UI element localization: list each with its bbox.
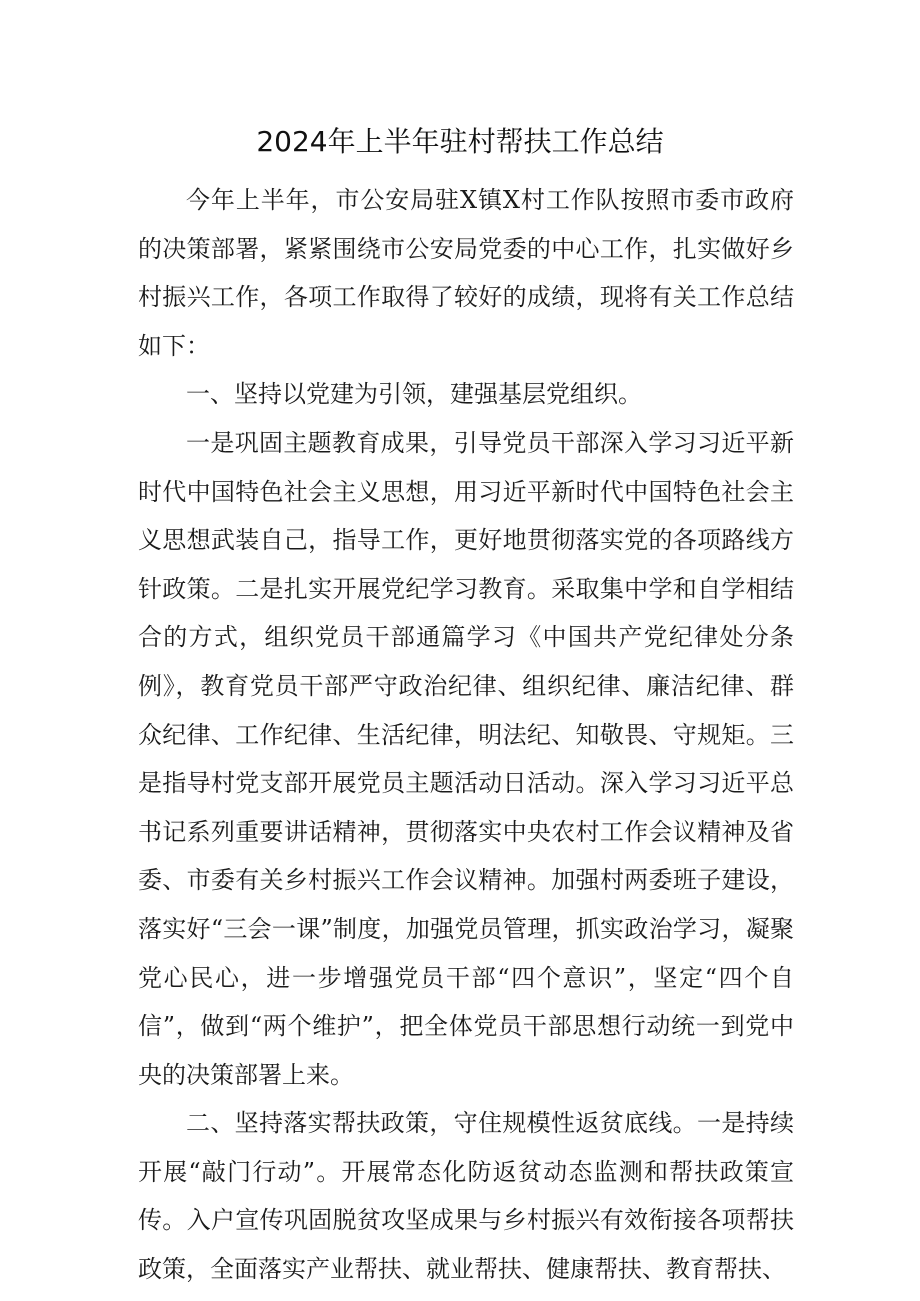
document-body <box>138 176 794 1294</box>
intro-paragraph: 今年上半年，市公安局驻X镇X村工作队按照市委市政府的决策部署，紧紧围绕市公安局党委的中心工作，扎实做好乡村振兴工作，各项工作取得了较好的成绩，现将有关工作总结如下： <box>138 186 794 360</box>
section-2-paragraph: 二、坚持落实帮扶政策，守住规模性返贫底线。一是持续开展“敲门行动”。开展常态化防返贫动态监测和帮扶政策宣传。入户宣传巩固脱贫攻坚成果与乡村振兴有效衔接各项帮扶政策，全面落实产业帮扶、就业帮扶、健康帮扶、教育帮扶、 <box>138 1109 794 1284</box>
document-title: 2024年上半年驻村帮扶工作总结 <box>256 125 664 158</box>
section-heading-1: 一、坚持以党建为引领，建强基层党组织。 <box>186 380 642 409</box>
section-1-paragraph: 一是巩固主题教育成果，引导党员干部深入学习习近平新时代中国特色社会主义思想，用习近平新时代中国特色社会主义思想武装自己，指导工作，更好地贯彻落实党的各项路线方针政策。二是扎实开展党纪学习教育。采取集中学和自学相结合的方式，组织党员干部通篇学习《中国共产党纪律处分条例》，教育党员干部严守政治纪律、组织纪律、廉洁纪律、群众纪律、工作纪律、生活纪律，明法纪、知敬畏、守规矩。三是指导村党支部开展党员主题活动日活动。深入学习习近平总书记系列重要讲话精神，贯彻落实中央农村工作会议精神及省委、市委有关乡村振兴工作会议精神。加强村两委班子建设，落实好“三会一课”制度，加强党员管理，抓实政治学习，凝聚党心民心，进一步增强党员干部“四个意识”，坚定“四个自信”，做到“两个维护”，把全体党员干部思想行动统一到党中央的决策部署上来。 <box>138 428 794 1089</box>
